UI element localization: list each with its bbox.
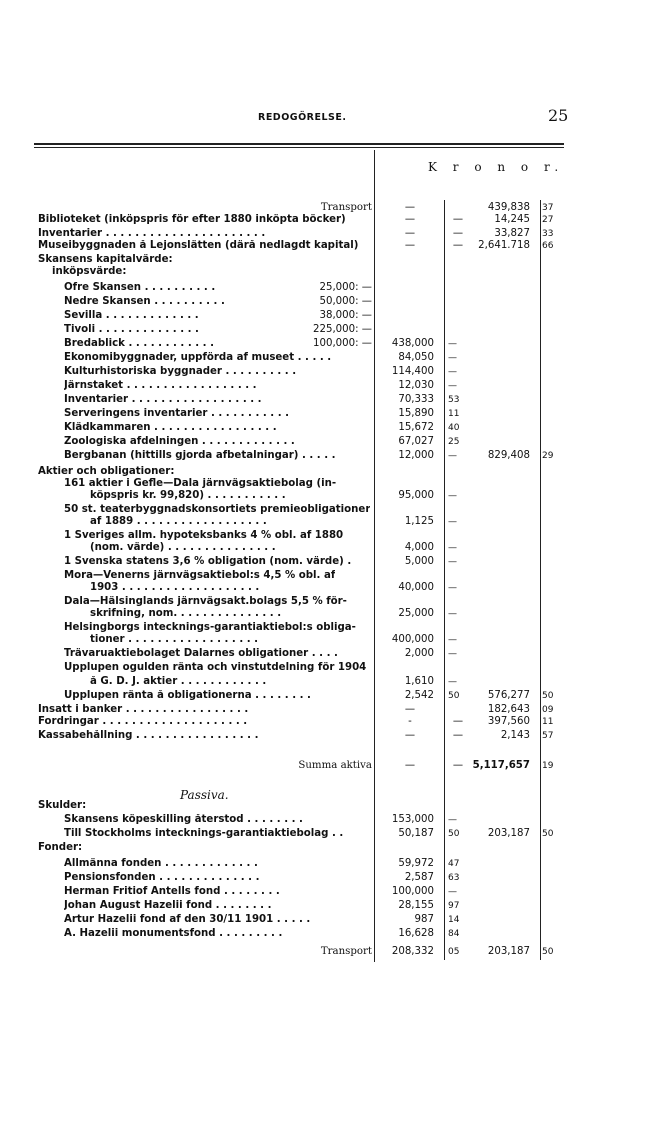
row-label: Upplupen ogulden ränta och vinstutdelning för 1904 bbox=[64, 662, 367, 673]
amount-kronor: 50,187 bbox=[398, 828, 434, 839]
row-label: Trävaruaktiebolaget Dalarnes obligationer . . . . bbox=[64, 648, 338, 659]
total-ore: 29 bbox=[542, 451, 554, 461]
amount-ore: — bbox=[448, 887, 457, 897]
amount-kronor: 28,155 bbox=[398, 900, 434, 911]
ledger-row bbox=[0, 596, 672, 608]
total-ore: 37 bbox=[542, 203, 554, 213]
row-label: Till Stockholms intecknings-garantiaktiebolag . . bbox=[64, 828, 344, 839]
amount-kronor: 59,972 bbox=[398, 858, 434, 869]
amount-kronor: 987 bbox=[414, 914, 434, 925]
amount-kronor: 84,050 bbox=[398, 352, 434, 363]
total-kronor: 182,643 bbox=[487, 704, 530, 715]
amount-kronor: 114,400 bbox=[391, 366, 434, 377]
ledger-row bbox=[0, 338, 672, 350]
amount-kronor: 2,587 bbox=[404, 872, 434, 883]
amount-ore: — bbox=[448, 339, 457, 349]
total-kronor: 203,187 bbox=[487, 828, 530, 839]
ledger-row bbox=[0, 928, 672, 940]
ledger-row bbox=[0, 490, 672, 502]
subtotal-value: 225,000: — bbox=[313, 324, 372, 335]
amount-kronor: 95,000 bbox=[398, 490, 434, 501]
ledger-row bbox=[0, 478, 672, 490]
amount-kronor: 70,333 bbox=[398, 394, 434, 405]
row-label: Dala—Hälsinglands järnvägsakt.bolags 5,5 % för- bbox=[64, 596, 347, 607]
ledger-row bbox=[0, 504, 672, 516]
ledger-row bbox=[0, 800, 672, 812]
row-label: Skansens köpeskilling återstod . . . . . . . . bbox=[64, 814, 303, 825]
total-ore: 50 bbox=[542, 947, 554, 957]
amount-ore: 53 bbox=[448, 395, 460, 405]
ledger-row bbox=[0, 690, 672, 702]
column-dash: — bbox=[452, 730, 464, 741]
amount-ore: — bbox=[448, 815, 457, 825]
ledger-row bbox=[0, 886, 672, 898]
ledger-row bbox=[0, 214, 672, 226]
row-label: 1903 . . . . . . . . . . . . . . . . . . . bbox=[90, 582, 260, 593]
amount-kronor: 400,000 bbox=[391, 634, 434, 645]
row-label: å G. D. J. aktier . . . . . . . . . . . . bbox=[90, 676, 267, 687]
row-label: Mora—Venerns järnvägsaktiebol:s 4,5 % obl. af bbox=[64, 570, 336, 581]
amount-ore: 11 bbox=[448, 409, 460, 419]
total-ore: 57 bbox=[542, 731, 554, 741]
amount-ore: — bbox=[448, 635, 457, 645]
ledger-row bbox=[0, 202, 672, 214]
row-label: Aktier och obligationer: bbox=[38, 466, 175, 477]
column-dash: — bbox=[452, 240, 464, 251]
total-kronor: 2,143 bbox=[500, 730, 530, 741]
ledger-row bbox=[0, 828, 672, 840]
total-ore: 66 bbox=[542, 241, 554, 251]
ledger-row bbox=[0, 542, 672, 554]
row-label: Helsingborgs intecknings-garantiaktiebol:s obliga- bbox=[64, 622, 356, 633]
ledger-row bbox=[0, 676, 672, 688]
row-label: Fordringar . . . . . . . . . . . . . . . . . . . . bbox=[38, 716, 248, 727]
ledger-row bbox=[0, 310, 672, 322]
ledger-row bbox=[0, 422, 672, 434]
row-label: Artur Hazelii fond af den 30/11 1901 . . . . . bbox=[64, 914, 311, 925]
ledger-row bbox=[0, 228, 672, 240]
total-kronor: 439,838 bbox=[487, 202, 530, 213]
amount-kronor: 208,332 bbox=[391, 946, 434, 957]
amount-kronor: 5,000 bbox=[404, 556, 434, 567]
row-label: Kassabehållning . . . . . . . . . . . . . . . . . bbox=[38, 730, 259, 741]
amount-ore: — bbox=[448, 451, 457, 461]
ledger-row bbox=[0, 436, 672, 448]
ledger-row bbox=[0, 648, 672, 660]
total-ore: 19 bbox=[542, 761, 554, 771]
column-dash: — bbox=[452, 214, 464, 225]
page-number: 25 bbox=[548, 106, 569, 125]
amount-ore: 14 bbox=[448, 915, 460, 925]
row-label: 1 Sveriges allm. hypoteksbanks 4 % obl. af 1880 bbox=[64, 530, 344, 541]
row-label: Pensionsfonden . . . . . . . . . . . . . . bbox=[64, 872, 260, 883]
row-label: Öfre Skansen . . . . . . . . . . bbox=[64, 282, 216, 293]
amount-ore: 63 bbox=[448, 873, 460, 883]
ledger-row bbox=[0, 570, 672, 582]
row-label: Klädkammaren . . . . . . . . . . . . . . . . . bbox=[64, 422, 277, 433]
amount-ore: — bbox=[448, 543, 457, 553]
row-label: Kulturhistoriska byggnader . . . . . . . . . . bbox=[64, 366, 297, 377]
amount-kronor: 12,030 bbox=[398, 380, 434, 391]
column-dash: — bbox=[452, 760, 464, 771]
row-label: Insatt i banker . . . . . . . . . . . . . . . . . bbox=[38, 704, 249, 715]
row-label: Nedre Skansen . . . . . . . . . . bbox=[64, 296, 225, 307]
ledger-row bbox=[0, 872, 672, 884]
column-dash: — bbox=[404, 730, 416, 741]
row-label: 161 aktier i Gefle—Dala järnvägsaktiebolag (in- bbox=[64, 478, 337, 489]
amount-ore: — bbox=[448, 583, 457, 593]
row-label: Inventarier . . . . . . . . . . . . . . . . . . bbox=[64, 394, 262, 405]
row-label: Biblioteket (inköpspris för efter 1880 inköpta böcker) bbox=[38, 214, 346, 225]
total-kronor: 203,187 bbox=[487, 946, 530, 957]
row-label: skrifning, nom. . . . . . . . . . . . . . . bbox=[90, 608, 282, 619]
ledger-row bbox=[0, 842, 672, 854]
ledger-row bbox=[0, 704, 672, 716]
amount-ore: 50 bbox=[448, 829, 460, 839]
ledger-row bbox=[0, 622, 672, 634]
ledger-row bbox=[0, 858, 672, 870]
amount-kronor: 2,000 bbox=[404, 648, 434, 659]
ledger-row bbox=[0, 240, 672, 252]
total-ore: 09 bbox=[542, 705, 554, 715]
ledger-row bbox=[0, 450, 672, 462]
page-header-title: REDOGÖRELSE. bbox=[258, 112, 347, 123]
total-kronor: 33,827 bbox=[494, 228, 530, 239]
total-ore: 11 bbox=[542, 717, 554, 727]
row-label: Bredablick . . . . . . . . . . . . bbox=[64, 338, 214, 349]
amount-kronor: 15,890 bbox=[398, 408, 434, 419]
header-rule-thin bbox=[34, 147, 564, 148]
ledger-row bbox=[0, 394, 672, 406]
subtotal-value: 25,000: — bbox=[319, 282, 372, 293]
subtotal-value: 50,000: — bbox=[319, 296, 372, 307]
amount-ore: — bbox=[448, 381, 457, 391]
total-kronor: 14,245 bbox=[494, 214, 530, 225]
ledger-row bbox=[0, 366, 672, 378]
ledger-row bbox=[0, 380, 672, 392]
total-kronor: 2,641.718 bbox=[478, 240, 530, 251]
total-kronor: 829,408 bbox=[487, 450, 530, 461]
row-label: Tivoli . . . . . . . . . . . . . . bbox=[64, 324, 199, 335]
column-dash: — bbox=[404, 704, 416, 715]
ledger-row bbox=[0, 634, 672, 646]
row-label: Serveringens inventarier . . . . . . . . . . . bbox=[64, 408, 289, 419]
amount-kronor: 1,125 bbox=[404, 516, 434, 527]
row-label: Summa aktiva bbox=[298, 760, 372, 771]
ledger-row bbox=[0, 760, 672, 772]
amount-kronor: 100,000 bbox=[391, 886, 434, 897]
kronor-heading: K r o n o r. bbox=[428, 160, 565, 174]
ledger-row bbox=[0, 324, 672, 336]
amount-ore: 84 bbox=[448, 929, 460, 939]
ledger-row bbox=[0, 408, 672, 420]
row-label: Transport bbox=[320, 946, 372, 957]
amount-ore: — bbox=[448, 649, 457, 659]
amount-ore: — bbox=[448, 491, 457, 501]
subtotal-value: 100,000: — bbox=[313, 338, 372, 349]
amount-ore: 97 bbox=[448, 901, 460, 911]
row-label: Sevilla . . . . . . . . . . . . . bbox=[64, 310, 199, 321]
amount-kronor: 25,000 bbox=[398, 608, 434, 619]
amount-ore: — bbox=[448, 609, 457, 619]
amount-kronor: 4,000 bbox=[404, 542, 434, 553]
row-label: Skulder: bbox=[38, 800, 87, 811]
row-label: 50 st. teaterbyggnadskonsortiets premieobligationer bbox=[64, 504, 371, 515]
ledger-row bbox=[0, 516, 672, 528]
column-dash: — bbox=[404, 202, 416, 213]
row-label: Transport bbox=[320, 202, 372, 213]
amount-ore: 47 bbox=[448, 859, 460, 869]
amount-kronor: 2,542 bbox=[404, 690, 434, 701]
ledger-row bbox=[0, 556, 672, 568]
amount-ore: — bbox=[448, 353, 457, 363]
amount-kronor: 16,628 bbox=[398, 928, 434, 939]
column-dash: — bbox=[404, 214, 416, 225]
header-rule bbox=[34, 143, 564, 145]
amount-ore: 25 bbox=[448, 437, 460, 447]
total-ore: 27 bbox=[542, 215, 554, 225]
ledger-row bbox=[0, 662, 672, 674]
row-label: tioner . . . . . . . . . . . . . . . . . . bbox=[90, 634, 259, 645]
amount-kronor: 15,672 bbox=[398, 422, 434, 433]
row-label: Allmänna fonden . . . . . . . . . . . . . bbox=[64, 858, 258, 869]
row-label: köpspris kr. 99,820) . . . . . . . . . . . bbox=[90, 490, 286, 501]
row-label: Skansens kapitalvärde: bbox=[38, 254, 173, 265]
row-label: Zoologiska afdelningen . . . . . . . . . . . . . bbox=[64, 436, 295, 447]
ledger-row bbox=[0, 814, 672, 826]
amount-ore: — bbox=[448, 367, 457, 377]
amount-ore: — bbox=[448, 517, 457, 527]
row-label: Inventarier . . . . . . . . . . . . . . . . . . . . . . bbox=[38, 228, 266, 239]
ledger-row bbox=[0, 900, 672, 912]
ledger-row bbox=[0, 530, 672, 542]
total-kronor: 576,277 bbox=[487, 690, 530, 701]
ledger-row bbox=[0, 282, 672, 294]
subtotal-value: 38,000: — bbox=[319, 310, 372, 321]
amount-ore: — bbox=[448, 677, 457, 687]
ledger-row bbox=[0, 266, 672, 278]
ledger-row bbox=[0, 730, 672, 742]
amount-ore: 50 bbox=[448, 691, 460, 701]
ledger-row bbox=[0, 466, 672, 478]
row-label: af 1889 . . . . . . . . . . . . . . . . . . bbox=[90, 516, 267, 527]
row-label: Johan August Hazelii fond . . . . . . . . bbox=[64, 900, 272, 911]
column-dash: — bbox=[452, 716, 464, 727]
row-label: Fonder: bbox=[38, 842, 83, 853]
amount-kronor: 438,000 bbox=[391, 338, 434, 349]
row-label: Järnstaket . . . . . . . . . . . . . . . . . . bbox=[64, 380, 257, 391]
ledger-row bbox=[0, 352, 672, 364]
column-dash: - bbox=[408, 716, 412, 727]
ledger-row bbox=[0, 946, 672, 958]
amount-kronor: 153,000 bbox=[391, 814, 434, 825]
row-label: Museibyggnaden å Lejonslätten (därå nedlagdt kapital) bbox=[38, 240, 359, 251]
ledger-row bbox=[0, 582, 672, 594]
column-dash: — bbox=[452, 228, 464, 239]
total-ore: 50 bbox=[542, 691, 554, 701]
row-label: 1 Svenska statens 3,6 % obligation (nom. värde) . bbox=[64, 556, 352, 567]
amount-kronor: 1,610 bbox=[404, 676, 434, 687]
total-ore: 33 bbox=[542, 229, 554, 239]
ledger-row bbox=[0, 608, 672, 620]
amount-ore: — bbox=[448, 557, 457, 567]
total-ore: 50 bbox=[542, 829, 554, 839]
row-label: Upplupen ränta å obligationerna . . . . . . . . bbox=[64, 690, 311, 701]
ledger-row bbox=[0, 716, 672, 728]
row-label: A. Hazelii monumentsfond . . . . . . . . . bbox=[64, 928, 283, 939]
row-label: Ekonomibyggnader, uppförda af museet . . . . . bbox=[64, 352, 332, 363]
row-label: Bergbanan (hittills gjorda afbetalningar) . . . . . bbox=[64, 450, 336, 461]
ledger-row bbox=[0, 914, 672, 926]
passiva-heading: Passiva. bbox=[180, 788, 229, 802]
amount-kronor: 12,000 bbox=[398, 450, 434, 461]
total-kronor: 397,560 bbox=[487, 716, 530, 727]
row-label: Herman Fritiof Antells fond . . . . . . . . bbox=[64, 886, 280, 897]
column-dash: — bbox=[404, 228, 416, 239]
total-kronor: 5,117,657 bbox=[472, 760, 530, 771]
row-label: inköpsvärde: bbox=[52, 266, 127, 277]
column-dash: — bbox=[404, 240, 416, 251]
ledger-row bbox=[0, 296, 672, 308]
amount-kronor: 40,000 bbox=[398, 582, 434, 593]
ledger-row bbox=[0, 254, 672, 266]
amount-ore: 40 bbox=[448, 423, 460, 433]
column-dash: — bbox=[404, 760, 416, 771]
row-label: (nom. värde) . . . . . . . . . . . . . . . bbox=[90, 542, 276, 553]
amount-kronor: 67,027 bbox=[398, 436, 434, 447]
amount-ore: 05 bbox=[448, 947, 460, 957]
